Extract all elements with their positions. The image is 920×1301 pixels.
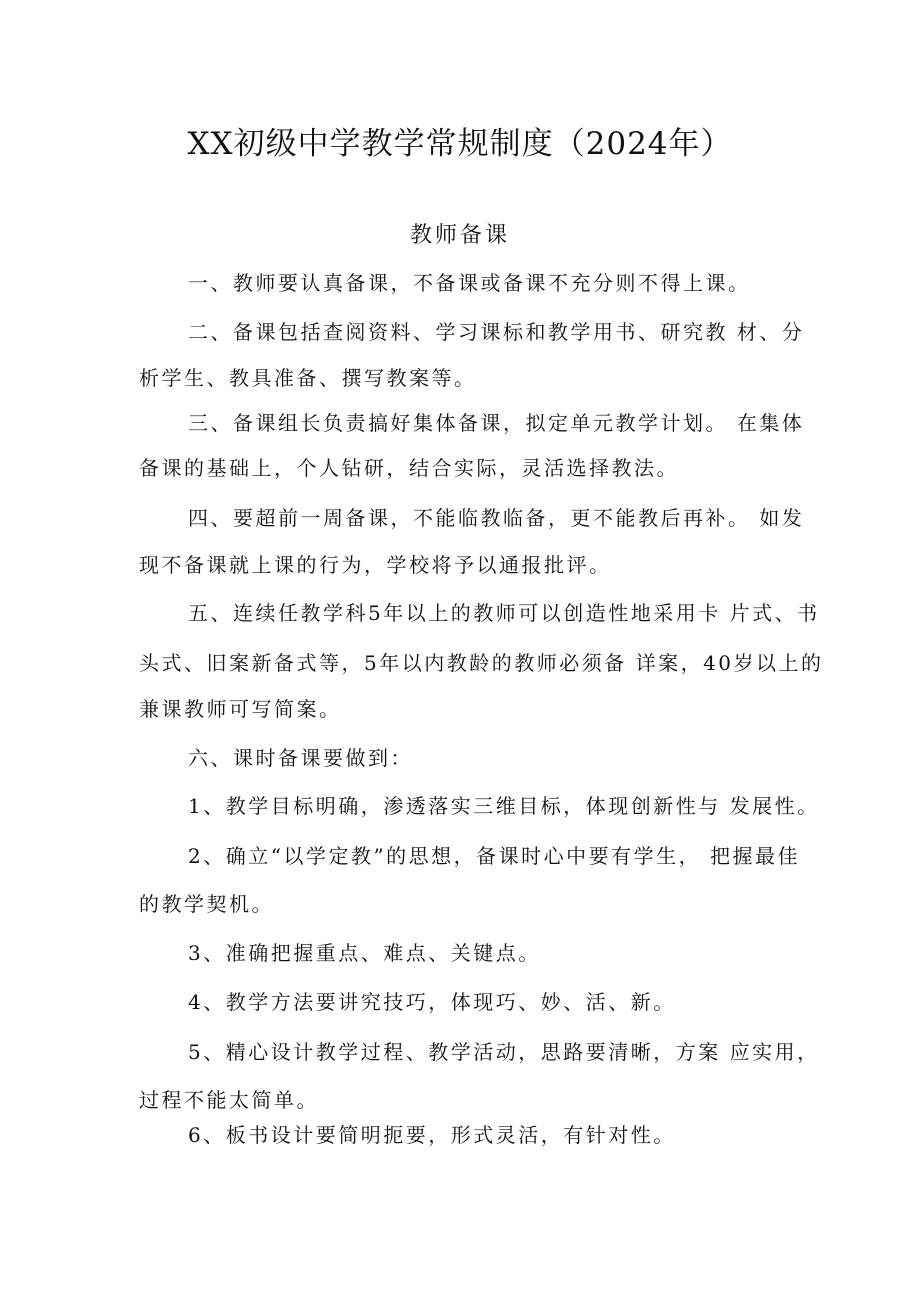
paragraph-line: 二、备课包括查阅资料、学习课标和教学用书、研究教 材、分 <box>188 320 805 344</box>
paragraph-line: 2、确立“以学定教”的思想，备课时心中要有学生， 把握最佳 <box>188 844 801 868</box>
paragraph-line: 过程不能太简单。 <box>139 1088 319 1112</box>
document-title: XX初级中学教学常规制度（2024年） <box>187 126 733 162</box>
paragraph-line: 一、教师要认真备课，不备课或备课不充分则不得上课。 <box>188 271 751 295</box>
paragraph-line: 现不备课就上课的行为，学校将予以通报批评。 <box>139 553 612 577</box>
paragraph-line: 头式、旧案新备式等，5年以内教龄的教师必须备 详案，40岁以上的 <box>139 651 824 675</box>
paragraph-line: 兼课教师可写简案。 <box>139 697 342 721</box>
paragraph-line: 1、教学目标明确，渗透落实三维目标，体现创新性与 发展性。 <box>188 794 820 818</box>
paragraph-line: 3、准确把握重点、难点、关键点。 <box>188 941 541 965</box>
section-heading: 教师备课 <box>409 223 510 248</box>
paragraph-line: 四、要超前一周备课，不能临教临备，更不能教后再补。 如发 <box>188 506 805 530</box>
paragraph-line: 析学生、教具准备、撰写教案等。 <box>139 366 477 390</box>
paragraph-line: 六、课时备课要做到： <box>188 746 413 770</box>
paragraph-line: 4、教学方法要讲究技巧，体现巧、妙、活、新。 <box>188 990 676 1014</box>
paragraph-line: 三、备课组长负责搞好集体备课，拟定单元教学计划。 在集体 <box>188 411 805 435</box>
paragraph-line: 备课的基础上，个人钻研，结合实际，灵活选择教法。 <box>139 456 679 480</box>
paragraph-line: 的教学契机。 <box>139 892 274 916</box>
paragraph-line: 5、精心设计教学过程、教学活动，思路要清晰，方案 应实用， <box>188 1040 820 1064</box>
paragraph-line: 五、连续任教学科5年以上的教师可以创造性地采用卡 片式、书 <box>188 601 820 625</box>
paragraph-line: 6、板书设计要简明扼要，形式灵活，有针对性。 <box>188 1123 676 1147</box>
